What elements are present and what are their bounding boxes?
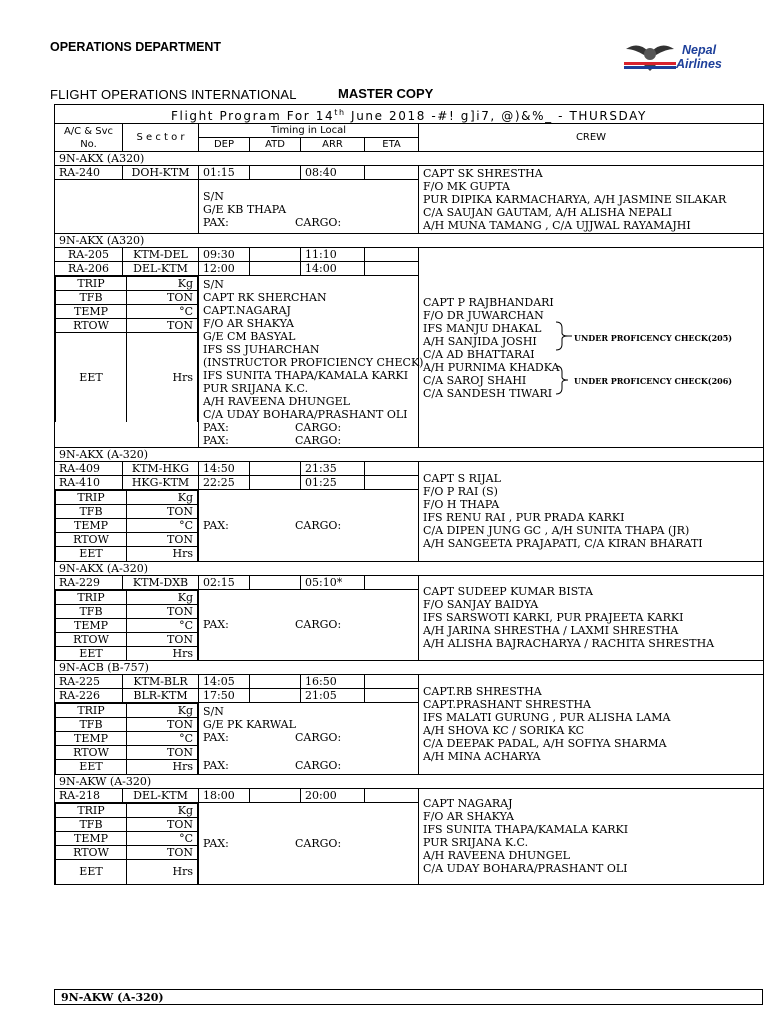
arr-time: 01:25 [301,476,365,490]
crew-list: CAPT SUDEEP KUMAR BISTA F/O SANJAY BAIDYA IFS SARSWOTI KARKI, PUR PRAJEETA KARKI A/H JARINA SHRESTHA / LAXMI SHRESTHA A/H ALISHA BAJRACHARYA / RACHITA SHRESTHA [419,575,764,661]
sector: DOH-KTM [123,166,199,180]
sector: HKG-KTM [123,476,199,490]
department-heading: OPERATIONS DEPARTMENT [50,40,222,54]
nepal-airlines-logo [624,39,748,75]
dep-time: 01:15 [199,166,250,180]
dep-time: 14:05 [199,675,250,689]
flight-notes: PAX: CARGO: [199,490,419,562]
column-crew: CREW [419,124,764,152]
crew-list: CAPT SK SHRESTHA F/O MK GUPTA PUR DIPIKA KARMACHARYA, A/H JASMINE SILAKAR C/A SAUJAN GAUTAM, A/H ALISHA NEPALI A/H MUNA TAMANG , C/A UJJWAL RAYAMAJHI [419,166,764,234]
sector: KTM-BLR [123,675,199,689]
eta-time [365,248,419,262]
arr-time: 21:05 [301,689,365,703]
flight-program-table [54,104,764,885]
flight-no: RA-218 [55,788,123,802]
flight-notes: PAX: CARGO: [199,802,419,885]
flight-notes: PAX: CARGO: [199,589,419,661]
column-timing: Timing in Local [199,124,419,138]
empty-details [55,180,199,234]
sector: DEL-KTM [123,788,199,802]
brace-icon [554,364,574,396]
sector: KTM-DEL [123,248,199,262]
load-sheet: TRIP Kg TFB TON TEMP °C RTOW TON EET Hrs [55,703,199,775]
dep-time: 22:25 [199,476,250,490]
eta-time [365,462,419,476]
flight-no: RA-240 [55,166,123,180]
eta-time [365,166,419,180]
arr-time: 16:50 [301,675,365,689]
master-copy-label: MASTER COPY [338,86,434,101]
atd-time [250,689,301,703]
aircraft-row: 9N-AKX (A-320) [55,561,764,575]
arr-time: 05:10* [301,575,365,589]
dep-time: 18:00 [199,788,250,802]
dep-time: 17:50 [199,689,250,703]
arr-time: 11:10 [301,248,365,262]
arr-time: 21:35 [301,462,365,476]
brace-icon [554,320,574,352]
sector: DEL-KTM [123,262,199,276]
atd-time [250,248,301,262]
crew-list: CAPT P RAJBHANDARI F/O DR JUWARCHAN IFS MANJU DHAKAL A/H SANJIDA JOSHI C/A AD BHATTARAI A/H PURNIMA KHADKA C/A SAROJ SHAHI C/A SANDESH TIWARI UNDER PROFICENCY CHECK(205) UNDER PROFICENCY CHECK(206) [419,248,764,448]
aircraft-row: 9N-AKX (A320) [55,152,764,166]
eta-time [365,262,419,276]
logo-text-nepal: Nepal [682,43,717,57]
atd-time [250,262,301,276]
column-dep: DEP [199,138,250,152]
column-ac-svc: A/C & Svc No. [55,124,123,152]
flight-no: RA-226 [55,689,123,703]
eta-time [365,675,419,689]
atd-time [250,788,301,802]
column-arr: ARR [301,138,365,152]
eta-time [365,476,419,490]
flight-notes: S/N G/E KB THAPA PAX: CARGO: [199,180,419,234]
flight-no: RA-206 [55,262,123,276]
flight-no: RA-225 [55,675,123,689]
crew-list: CAPT NAGARAJ F/O AR SHAKYA IFS SUNITA THAPA/KAMALA KARKI PUR SRIJANA K.C. A/H RAVEENA DHUNGEL C/A UDAY BOHARA/PRASHANT OLI [419,788,764,885]
sector: BLR-KTM [123,689,199,703]
atd-time [250,476,301,490]
aircraft-row: 9N-AKW (A-320) [55,774,764,788]
aircraft-row: 9N-ACB (B-757) [55,661,764,675]
flight-no: RA-410 [55,476,123,490]
flight-no: RA-409 [55,462,123,476]
load-sheet: TRIP Kg TFB TON TEMP °C RTOW TON EET Hrs [55,276,199,448]
arr-time: 14:00 [301,262,365,276]
atd-time [250,166,301,180]
sector: KTM-DXB [123,575,199,589]
sector: KTM-HKG [123,462,199,476]
eta-time [365,689,419,703]
arr-time: 08:40 [301,166,365,180]
flight-no: RA-229 [55,575,123,589]
eta-time [365,788,419,802]
aircraft-row: 9N-AKX (A-320) [55,448,764,462]
dep-time: 09:30 [199,248,250,262]
atd-time [250,575,301,589]
dep-time: 14:50 [199,462,250,476]
column-sector: S e c t o r [123,124,199,152]
crew-list: CAPT S RIJAL F/O P RAI (S) F/O H THAPA IFS RENU RAI , PUR PRADA KARKI C/A DIPEN JUNG GC , A/H SUNITA THAPA (JR) A/H SANGEETA PRAJAPATI, C/A KIRAN BHARATI [419,462,764,562]
proficiency-check-note-206: UNDER PROFICENCY CHECK(206) [574,376,733,386]
column-eta: ETA [365,138,419,152]
logo-text-airlines: Airlines [676,57,722,71]
load-sheet: TRIP Kg TFB TON TEMP °C RTOW TON EET Hrs [55,802,199,885]
dep-time: 12:00 [199,262,250,276]
column-atd: ATD [250,138,301,152]
flight-notes: S/N G/E PK KARWAL PAX: CARGO: PAX: CARGO: [199,703,419,775]
arr-time: 20:00 [301,788,365,802]
load-sheet: TRIP Kg TFB TON TEMP °C RTOW TON EET Hrs [55,589,199,661]
next-aircraft-row: 9N-AKW (A-320) [54,989,763,1005]
eta-time [365,575,419,589]
flight-notes: S/N CAPT RK SHERCHAN CAPT.NAGARAJ F/O AR SHAKYA G/E CM BASYAL IFS SS JUHARCHAN (INSTRUCTOR PROFICIENCY CHECK) IFS SUNITA THAPA/KAMALA KARKI PUR SRIJANA K.C. A/H RAVEENA DHUNGEL C/A UDAY BOHARA/PRASHANT OLI PAX: CARGO: PAX: CARGO: [199,276,419,448]
aircraft-row: 9N-AKX (A320) [55,234,764,248]
crew-list: CAPT.RB SHRESTHA CAPT.PRASHANT SHRESTHA IFS MALATI GURUNG , PUR ALISHA LAMA A/H SHOVA KC / SORIKA KC C/A DEEPAK PADAL, A/H SOFIYA SHARMA A/H MINA ACHARYA [419,675,764,775]
flight-ops-heading: FLIGHT OPERATIONS INTERNATIONAL [50,87,297,102]
airline-emblem-icon [624,39,676,75]
flight-no: RA-205 [55,248,123,262]
dep-time: 02:15 [199,575,250,589]
proficiency-check-note-205: UNDER PROFICENCY CHECK(205) [574,333,733,343]
atd-time [250,675,301,689]
load-sheet: TRIP Kg TFB TON TEMP °C RTOW TON EET Hrs [55,490,199,562]
program-title: Flight Program For 14th June 2018 -#! g]i7, @)&%_ - THURSDAY [55,105,764,124]
atd-time [250,462,301,476]
